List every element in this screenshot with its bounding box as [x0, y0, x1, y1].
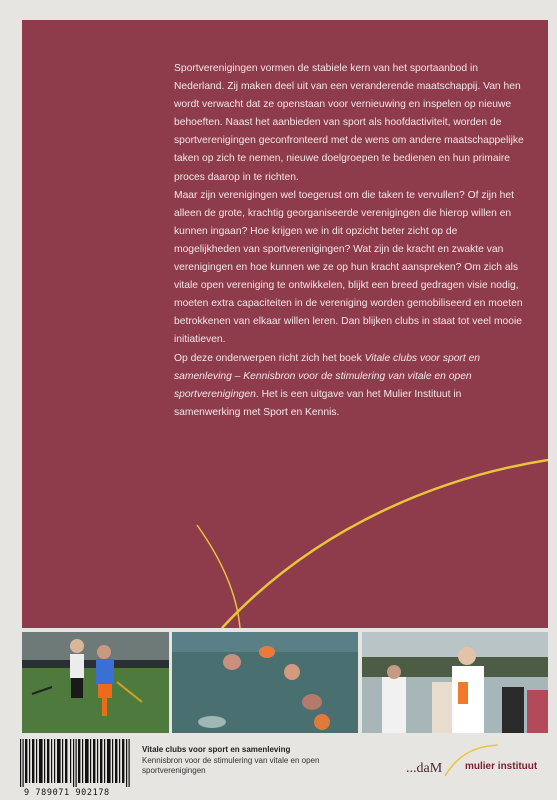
photo-strip	[22, 632, 548, 733]
footer-strip	[0, 733, 557, 800]
isbn-number: 9 789071 902178	[24, 788, 110, 798]
blurb-p3-start: Op deze onderwerpen richt zich het boek	[174, 352, 365, 364]
blurb-p3-end: . Het is een uitgave van het Mulier Instituut in samenwerking met Sport en Kennis.	[174, 388, 462, 418]
blurb-paragraph-3	[174, 350, 526, 422]
dam-publisher-logo: ...daM	[406, 761, 443, 776]
maroon-panel	[22, 20, 548, 628]
mulier-instituut-logo: mulier instituut	[465, 761, 538, 772]
book-title-italic: Vitale clubs voor sport en samenleving – Kennisbron voor de stimulering van vitale en open sportverenigingen	[174, 352, 481, 400]
blurb-text	[174, 60, 526, 422]
footer-book-title: Vitale clubs voor sport en samenleving	[142, 745, 291, 754]
field-hockey-photo	[22, 632, 169, 733]
swimming-photo	[172, 632, 358, 733]
sports-crowd-photo	[362, 632, 548, 733]
footer-book-subtitle: Kennisbron voor de stimulering van vitale en open sportverenigingen	[142, 756, 320, 775]
blurb-paragraph-2: Maar zijn verenigingen wel toegerust om die taken te vervullen? Of zijn het alleen de grote, krachtig georganiseerde verenigingen die hierop willen en kunnen ingaan? Hoe krijgen we in dit opzicht beter zicht op de mogelijkheden van sportverenigingen? Wat zijn de kracht en zwakte van verenigingen en hoe kunnen we ze op hun kracht aanspreken? Om zich als vitale open vereniging te ontwikkelen, blijkt een breed gedragen visie nodig, moeten extra capaciteiten in de vereniging worden gemobiliseerd en moeten betrokkenen van elkaar willen leren. Dan blijken clubs in staat tot veel mooie initiatieven.	[174, 189, 523, 346]
blurb-paragraph-1: Sportverenigingen vormen de stabiele kern van het sportaanbod in Nederland. Zij maken deel uit van een veranderende maatschappij. Van hen wordt verwacht dat ze openstaan voor vernieuwing en inspelen op nieuwe behoeften. Naast het aanbieden van sport als hoofdactiviteit, worden de sportverenigingen geconfronteerd met de wens om andere maatschappelijke taken op zich te nemen, nieuwe doelgroepen te bedienen en hun primaire proces daarop in te richten.	[174, 63, 524, 183]
barcode-icon	[20, 739, 132, 787]
